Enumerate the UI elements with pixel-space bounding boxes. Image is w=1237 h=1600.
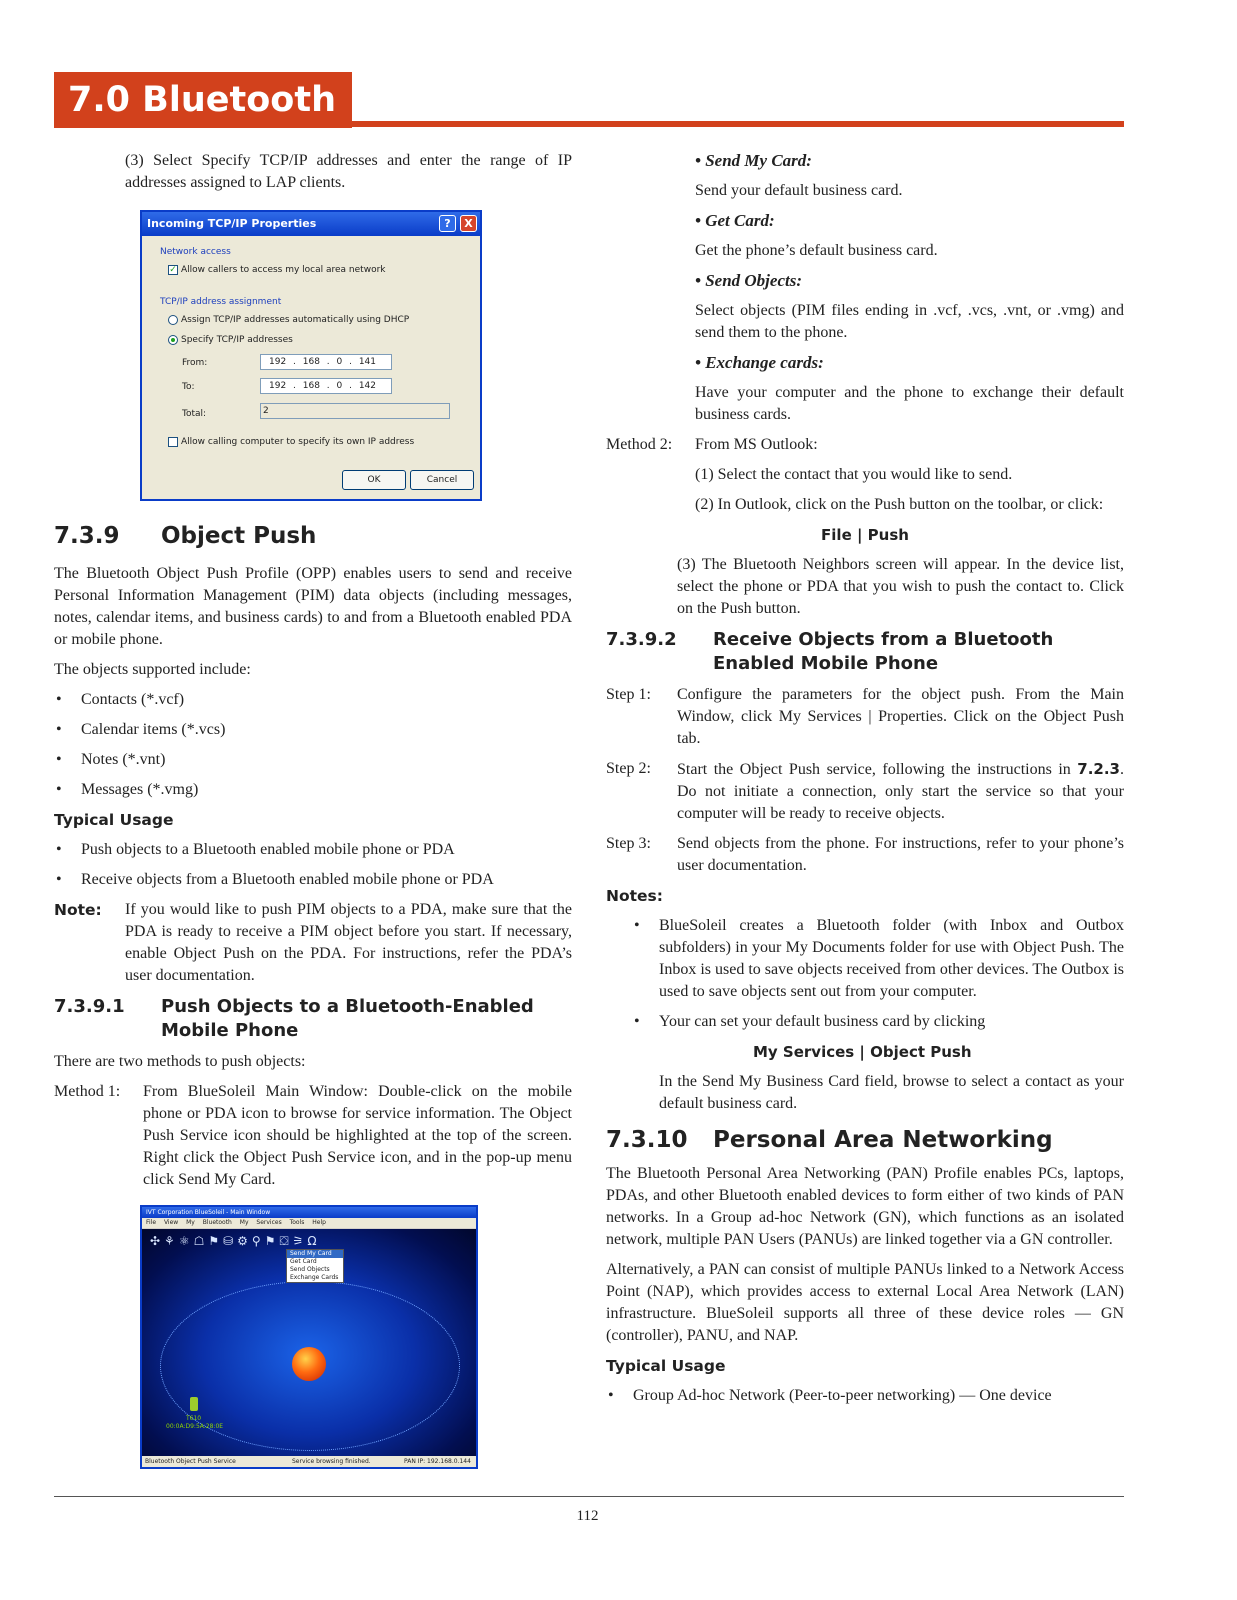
status-left: Bluetooth Object Push Service: [145, 1458, 236, 1465]
tcpip-dialog-screenshot: [140, 210, 482, 501]
heading-7-3-9-2: [606, 628, 1124, 676]
allow-local-checkbox: [168, 264, 386, 276]
step2-text-a: Start the Object Push service, following the instructions in: [677, 761, 1078, 778]
paragraph: Send your default business card.: [695, 182, 903, 199]
device-view: [142, 1229, 476, 1457]
bullet-send-objects: • Send Objects:: [695, 271, 802, 290]
heading-7-3-9-1: [54, 995, 572, 1043]
step3-text: Send objects from the phone. For instructions, refer to your phone’s user documentation.: [677, 835, 1124, 874]
bluesoleil-main-window-screenshot: [140, 1205, 478, 1469]
object-list: [54, 689, 572, 801]
list-item: • Notes (*.vnt): [54, 749, 572, 771]
option-specify-label: Specify TCP/IP addresses: [181, 335, 293, 345]
window-menubar: File View My Bluetooth My Services Tools Help: [142, 1218, 476, 1228]
group-network-access: Network access: [160, 247, 231, 257]
paragraph: Have your computer and the phone to exchange their default business cards.: [695, 384, 1124, 423]
cancel-button: Cancel: [410, 470, 474, 490]
from-label: From:: [182, 358, 208, 368]
list-item: • Push objects to a Bluetooth enabled mobile phone or PDA: [54, 839, 572, 861]
page-number: 112: [576, 1508, 599, 1524]
window-title: IVT Corporation BlueSoleil - Main Window: [142, 1207, 476, 1218]
bullet-title: Send Objects:: [705, 271, 802, 290]
typical-usage-label: Typical Usage: [54, 811, 174, 829]
method1-block: [54, 1081, 572, 1191]
note-text: If you would like to push PIM objects to a PDA, make sure that the PDA is ready to receive a PIM object before you start. If necessary, enable Object Push on the PDA. For instructions, refer the PDA’s user documentation.: [125, 901, 572, 984]
device-label: [166, 1415, 223, 1431]
paragraph: There are two methods to push objects:: [54, 1053, 306, 1070]
paragraph: The objects supported include:: [54, 661, 251, 678]
heading-text: Object Push: [161, 523, 317, 549]
intro-text: (3) Select Specify TCP/IP addresses and enter the range of IP addresses assigned to LAP clients.: [125, 152, 572, 191]
list-item: • Group Ad-hoc Network (Peer-to-peer networking) — One device: [606, 1385, 1124, 1407]
command-file-push: File | Push: [821, 526, 909, 544]
service-icons-toolbar: ✣⚘⚛☖⚑⛁⚙⚲⚑⛋⚞Ω: [150, 1234, 321, 1248]
bullet-get-card: • Get Card:: [695, 211, 775, 230]
method1-text: From BlueSoleil Main Window: Double-click on the mobile phone or PDA icon to browse for service information. The Object Push Service icon should be highlighted at the top of the screen. Right click the Object Push Service icon, and in the pop-up menu click Send My Card.: [143, 1083, 572, 1188]
step2-text-b: . Do not initiate a connection, only start the service so that your computer will be ready to receive objects.: [677, 761, 1124, 822]
step1-text: Configure the parameters for the object push. From the Main Window, click My Services | Properties. Click on the Object Push tab.: [677, 686, 1124, 747]
step3-block: [606, 833, 1124, 877]
paragraph: (2) In Outlook, click on the Push button on the toolbar, or click:: [695, 496, 1104, 513]
to-label: To:: [182, 382, 195, 392]
status-right: PAN IP: 192.168.0.144: [404, 1458, 471, 1465]
list-item: • Receive objects from a Bluetooth enabled mobile phone or PDA: [54, 869, 572, 891]
heading-number: 7.3.9: [54, 523, 120, 549]
footer-rule: [54, 1496, 1124, 1497]
pan-usage-list: [606, 1385, 1124, 1407]
notes-label: Notes:: [606, 887, 663, 905]
chapter-title: 7.0 Bluetooth: [54, 72, 352, 128]
checkbox-checked-icon: ✓: [169, 264, 177, 275]
dialog-title: Incoming TCP/IP Properties: [142, 212, 480, 236]
context-menu: [286, 1249, 344, 1283]
method2-label: Method 2:: [606, 436, 673, 453]
bullet-title: Send My Card:: [705, 151, 812, 170]
command-my-services: My Services | Object Push: [753, 1043, 972, 1061]
paragraph: (3) The Bluetooth Neighbors screen will appear. In the device list, select the phone or PDA that you wish to push the contact to. Click on the Push button.: [677, 556, 1124, 617]
radio-off-icon: [168, 315, 178, 325]
to-ip-field: 192 . 168 . 0 . 142: [260, 378, 392, 394]
paragraph: In the Send My Business Card field, browse to select a contact as your default business card.: [659, 1073, 1124, 1112]
paragraph: Alternatively, a PAN can consist of multiple PANUs linked to a Network Access Point (NAP), which provides access to external Local Area Network (LAN) infrastructure. BlueSoleil supports all three of these device roles — GN (controller), PANU, and NAP.: [606, 1261, 1124, 1344]
bullet-exchange-cards: • Exchange cards:: [695, 353, 824, 372]
device-name: T610: [186, 1415, 202, 1422]
menu-item-send-my-card: Send My Card: [287, 1250, 343, 1258]
phone-icon: [190, 1397, 198, 1411]
heading-7-3-9: [54, 521, 572, 551]
total-field: 2: [260, 403, 450, 419]
list-item: • Contacts (*.vcf): [54, 689, 572, 711]
paragraph: Select objects (PIM files ending in .vcf, .vcs, .vnt, or .vmg) and send them to the phone.: [695, 302, 1124, 341]
paragraph: Get the phone’s default business card.: [695, 242, 938, 259]
heading-text: Receive Objects from a Bluetooth Enabled Mobile Phone: [713, 629, 1054, 674]
option-dhcp: [168, 314, 409, 326]
paragraph: The Bluetooth Object Push Profile (OPP) enables users to send and receive Personal Information Management (PIM) data objects (including messages, notes, calendar items, and business cards) to and from a Bluetooth enabled PDA or mobile phone.: [54, 565, 572, 648]
step2-text: [677, 758, 1124, 825]
menu-item-exchange-cards: Exchange Cards: [290, 1274, 339, 1281]
list-item: • Calendar items (*.vcs): [54, 719, 572, 741]
step1-label: Step 1:: [606, 686, 651, 703]
heading-7-3-10: [606, 1125, 1124, 1155]
total-label: Total:: [182, 409, 207, 419]
bullet-send-my-card: • Send My Card:: [695, 151, 812, 170]
list-item: • BlueSoleil creates a Bluetooth folder (with Inbox and Outbox subfolders) in your My Documents folder for use with Object Push. The Inbox is used to save objects received from other devices. The Outbox is used to save objects sent out from your computer.: [632, 915, 1124, 1003]
heading-number: 7.3.9.1: [54, 996, 125, 1017]
status-mid: Service browsing finished.: [292, 1458, 371, 1465]
note-block: [54, 899, 572, 987]
heading-number: 7.3.10: [606, 1127, 688, 1153]
method2-block: [606, 434, 1124, 456]
allow-local-label: Allow callers to access my local area network: [181, 265, 386, 275]
step2-reference: 7.2.3: [1077, 760, 1120, 778]
list-item: • Your can set your default business card by clicking: [632, 1011, 1124, 1033]
allow-own-ip-checkbox: [168, 436, 414, 448]
chapter-rule: [352, 121, 1124, 127]
bullet-title: Get Card:: [705, 211, 775, 230]
list-item: • Messages (*.vmg): [54, 779, 572, 801]
status-bar: [142, 1456, 476, 1467]
radio-on-icon: [168, 335, 178, 345]
close-icon: X: [460, 215, 477, 232]
device-address: 00:0A:D9:5A:28:0E: [166, 1423, 224, 1430]
heading-number: 7.3.9.2: [606, 629, 677, 650]
allow-own-ip-label: Allow calling computer to specify its own IP address: [181, 437, 415, 447]
note-label: Note:: [54, 901, 102, 919]
from-ip-field: 192 . 168 . 0 . 141: [260, 354, 392, 370]
left-column: [54, 150, 572, 1469]
option-dhcp-label: Assign TCP/IP addresses automatically using DHCP: [181, 315, 410, 325]
notes-list: [606, 915, 1124, 1033]
menu-item-get-card: Get Card: [290, 1258, 317, 1265]
menu-item-send-objects: Send Objects: [290, 1266, 330, 1273]
method2-text: From MS Outlook:: [695, 436, 818, 453]
paragraph: (1) Select the contact that you would like to send.: [695, 466, 1013, 483]
bullet-title: Exchange cards:: [705, 353, 824, 372]
option-specify: [168, 334, 293, 346]
heading-text: Push Objects to a Bluetooth-Enabled Mobile Phone: [161, 996, 534, 1041]
right-column: [606, 150, 1124, 1415]
step2-block: [606, 758, 1124, 825]
step3-label: Step 3:: [606, 835, 651, 852]
checkbox-unchecked-icon: [168, 437, 178, 447]
heading-text: Personal Area Networking: [713, 1127, 1053, 1153]
usage-list: [54, 839, 572, 891]
ok-button: OK: [342, 470, 406, 490]
paragraph: The Bluetooth Personal Area Networking (PAN) Profile enables PCs, laptops, PDAs, and other Bluetooth enabled devices to form either of two kinds of PAN networks. In a Group ad-hoc Network (GN), which functions as an isolated network, multiple PAN Users (PANUs) are linked together via a GN controller.: [606, 1165, 1124, 1248]
group-tcpip-assignment: TCP/IP address assignment: [160, 297, 282, 307]
help-icon: ?: [439, 215, 456, 232]
method1-label: Method 1:: [54, 1083, 121, 1100]
step1-block: [606, 684, 1124, 750]
typical-usage-label: Typical Usage: [606, 1357, 726, 1375]
step2-label: Step 2:: [606, 760, 651, 777]
local-device-icon: [292, 1347, 326, 1381]
